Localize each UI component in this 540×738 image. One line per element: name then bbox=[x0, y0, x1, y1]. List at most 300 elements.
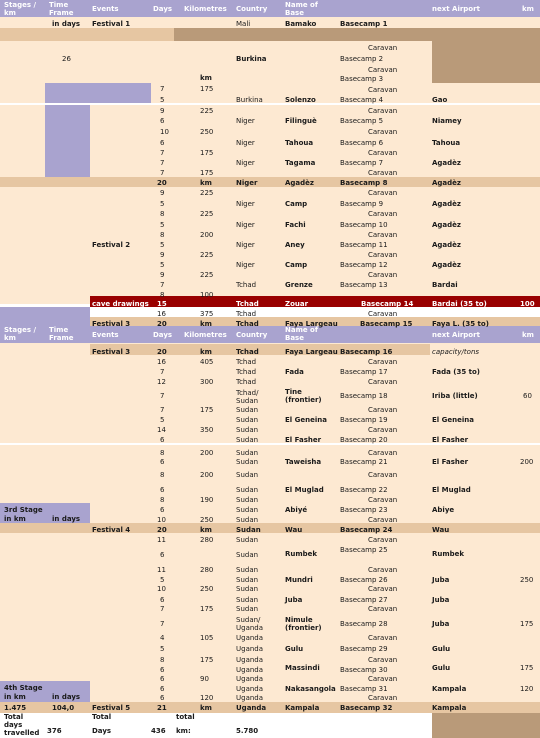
table-cell: Abiyé bbox=[285, 506, 308, 514]
table-cell: Caravan bbox=[368, 378, 398, 386]
table-cell: Abiye bbox=[432, 506, 455, 514]
lavender-block-a bbox=[45, 83, 151, 103]
table-cell: 6 bbox=[160, 685, 165, 693]
table-cell: 375 bbox=[200, 310, 214, 318]
table-cell: Niger bbox=[236, 117, 255, 125]
lavender-block-c bbox=[0, 307, 90, 325]
table-cell: 300 bbox=[200, 378, 214, 386]
header1-airport: next Airport bbox=[432, 5, 480, 13]
table-cell: 10 bbox=[157, 585, 166, 593]
table-cell: 175 bbox=[200, 85, 214, 93]
table-cell: 120 bbox=[520, 685, 534, 693]
table-cell: total bbox=[176, 713, 195, 721]
table-cell: travelled bbox=[4, 729, 40, 737]
table-cell: 175 bbox=[200, 406, 214, 414]
table-cell: 16 bbox=[157, 310, 166, 318]
table-cell: 200 bbox=[200, 231, 214, 239]
table-cell: Rumbek bbox=[432, 550, 465, 558]
totals-brown-block bbox=[432, 713, 540, 738]
brown-block-right bbox=[432, 28, 540, 83]
header1-kilometres: Kilometres bbox=[184, 5, 227, 13]
table-cell: 250 bbox=[200, 516, 214, 524]
table-cell: Caravan bbox=[368, 675, 398, 683]
table-cell: 250 bbox=[520, 576, 534, 584]
table-cell: km bbox=[200, 348, 212, 356]
table-cell: Solenzo bbox=[285, 96, 316, 104]
table-cell: Agadèz bbox=[432, 159, 461, 167]
table-cell: Caravan bbox=[368, 86, 398, 94]
table-cell: Uganda bbox=[236, 634, 264, 642]
table-cell: 11 bbox=[157, 536, 166, 544]
table-cell: Juba bbox=[285, 596, 303, 604]
table-cell: 120 bbox=[200, 694, 214, 702]
table-cell: Basecamp 28 bbox=[340, 620, 388, 628]
table-cell: Fada (35 to) bbox=[432, 368, 480, 376]
table-cell: Uganda bbox=[236, 645, 264, 653]
table-cell: Wau bbox=[285, 526, 303, 534]
table-cell: Basecamp 2 bbox=[340, 55, 384, 63]
header1-events: Events bbox=[92, 5, 119, 13]
table-cell: Basecamp 12 bbox=[340, 261, 388, 269]
table-cell: Tahoua bbox=[432, 139, 461, 147]
table-cell: 7 bbox=[160, 392, 165, 400]
table-cell: Agadèz bbox=[432, 179, 461, 187]
table-cell: 405 bbox=[200, 358, 214, 366]
table-cell: 7 bbox=[160, 281, 165, 289]
table-cell: 7 bbox=[160, 149, 165, 157]
table-cell: Nimule bbox=[285, 616, 313, 624]
table-cell: 8 bbox=[160, 291, 165, 299]
table-cell: Festival 4 bbox=[92, 526, 131, 534]
table-cell: Basecamp 20 bbox=[340, 436, 388, 444]
table-cell: Camp bbox=[285, 200, 308, 208]
table-cell: Caravan bbox=[368, 426, 398, 434]
table-cell: Bardai bbox=[432, 281, 458, 289]
table-cell: El Fasher bbox=[432, 436, 469, 444]
header2-timeframe: Time Frame bbox=[49, 326, 74, 342]
table-cell: Kampala bbox=[432, 685, 467, 693]
table-cell: 20 bbox=[157, 179, 167, 187]
table-cell: days bbox=[4, 721, 23, 729]
table-cell: 225 bbox=[200, 251, 214, 259]
table-cell: 6 bbox=[160, 675, 165, 683]
table-cell: Basecamp 26 bbox=[340, 576, 388, 584]
table-cell: km bbox=[200, 179, 212, 187]
table-cell: 5 bbox=[160, 221, 165, 229]
table-cell: Basecamp 23 bbox=[340, 506, 388, 514]
table-cell: 8 bbox=[160, 231, 165, 239]
table-cell: Basecamp 14 bbox=[361, 300, 414, 308]
table-cell: 100 bbox=[200, 291, 214, 299]
table-cell: Basecamp 1 bbox=[340, 20, 388, 28]
table-cell: 6 bbox=[160, 458, 165, 466]
table-cell: 16 bbox=[157, 358, 166, 366]
table-cell: in days bbox=[52, 20, 81, 28]
table-cell: Festival 3 bbox=[92, 320, 131, 328]
table-cell: 225 bbox=[200, 189, 214, 197]
table-cell: Faya Largeau bbox=[285, 320, 338, 328]
table-cell: 9 bbox=[160, 189, 165, 197]
table-cell: 6 bbox=[160, 506, 165, 514]
table-cell: 6 bbox=[160, 117, 165, 125]
table-cell: in km bbox=[4, 515, 26, 523]
table-cell: 200 bbox=[520, 458, 534, 466]
table-cell: Basecamp 7 bbox=[340, 159, 384, 167]
tan-band-row-1 bbox=[0, 28, 174, 41]
table-cell: Tchad bbox=[236, 368, 257, 376]
table-cell: Fada bbox=[285, 368, 304, 376]
table-cell: Caravan bbox=[368, 585, 398, 593]
table-cell: Grenze bbox=[285, 281, 313, 289]
table-cell: Tchad bbox=[236, 348, 259, 356]
table-cell: Tchad bbox=[236, 300, 259, 308]
table-cell: Massindi bbox=[285, 664, 320, 672]
table-cell: Sudan bbox=[236, 516, 259, 524]
table-cell: Sudan bbox=[236, 397, 259, 405]
table-cell: 175 bbox=[520, 664, 534, 672]
table-cell: Niger bbox=[236, 261, 255, 269]
table-cell: 9 bbox=[160, 251, 165, 259]
table-cell: Basecamp 5 bbox=[340, 117, 384, 125]
table-cell: Tchad bbox=[236, 281, 257, 289]
table-cell: Niger bbox=[236, 221, 255, 229]
table-cell: Kampala bbox=[432, 704, 467, 712]
table-cell: Agadèz bbox=[432, 200, 461, 208]
table-cell: Sudan bbox=[236, 526, 261, 534]
table-cell: 376 bbox=[47, 727, 62, 735]
table-cell: 250 bbox=[200, 128, 214, 136]
table-cell: 7 bbox=[160, 406, 165, 414]
table-cell: Agadèz bbox=[432, 241, 461, 249]
table-cell: Sudan bbox=[236, 496, 259, 504]
table-cell: Caravan bbox=[368, 66, 398, 74]
table-cell: (frontier) bbox=[285, 396, 322, 404]
header2-base: Name of Base bbox=[285, 326, 318, 342]
table-cell: Gulu bbox=[432, 645, 451, 653]
table-cell: Sudan bbox=[236, 416, 259, 424]
table-cell: 7 bbox=[160, 169, 165, 177]
table-cell: 60 bbox=[523, 392, 532, 400]
table-cell: 6 bbox=[160, 551, 165, 559]
table-cell: in days bbox=[52, 515, 81, 523]
table-cell: Uganda bbox=[236, 624, 264, 632]
lavender-block-b bbox=[45, 105, 90, 187]
table-cell: Kampala bbox=[285, 704, 320, 712]
table-cell: 5 bbox=[160, 96, 165, 104]
table-cell: Agadèz bbox=[285, 179, 314, 187]
table-cell: 5 bbox=[160, 200, 165, 208]
header2-stages: Stages / km bbox=[4, 326, 37, 342]
table-cell: km: bbox=[176, 727, 191, 735]
table-cell: 8 bbox=[160, 471, 165, 479]
table-cell: Caravan bbox=[368, 189, 398, 197]
table-cell: Caravan bbox=[368, 516, 398, 524]
table-cell: 20 bbox=[157, 348, 167, 356]
table-cell: Burkina bbox=[236, 55, 267, 63]
table-cell: 21 bbox=[157, 704, 167, 712]
table-cell: Basecamp 32 bbox=[340, 704, 393, 712]
table-cell: 8 bbox=[160, 449, 165, 457]
table-cell: Tchad bbox=[236, 310, 257, 318]
table-cell: Nakasangola bbox=[285, 685, 336, 693]
table-cell: 225 bbox=[200, 210, 214, 218]
table-cell: Basecamp 29 bbox=[340, 645, 388, 653]
table-cell: 5 bbox=[160, 416, 165, 424]
header1-country: Country bbox=[236, 5, 268, 13]
table-cell: El Geneina bbox=[432, 416, 474, 424]
table-cell: Tchad bbox=[236, 320, 259, 328]
table-cell: 9 bbox=[160, 271, 165, 279]
table-cell: Niamey bbox=[432, 117, 462, 125]
table-cell: El Muglad bbox=[432, 486, 471, 494]
table-cell: 200 bbox=[200, 449, 214, 457]
table-cell: Sudan bbox=[236, 585, 259, 593]
table-cell: 7 bbox=[160, 605, 165, 613]
table-cell: Juba bbox=[432, 576, 450, 584]
table-cell: Caravan bbox=[368, 536, 398, 544]
table-cell: 5.780 bbox=[236, 727, 259, 735]
table-cell: El Fasher bbox=[285, 436, 322, 444]
table-cell: Basecamp 17 bbox=[340, 368, 388, 376]
table-cell: Sudan bbox=[236, 486, 259, 494]
table-cell: 26 bbox=[62, 55, 71, 63]
table-cell: 7 bbox=[160, 85, 165, 93]
table-cell: Rumbek bbox=[285, 550, 318, 558]
header2-airport: next Airport bbox=[432, 331, 480, 339]
table-cell: El Geneina bbox=[285, 416, 327, 424]
brown-block-top bbox=[174, 28, 432, 41]
table-cell: Caravan bbox=[368, 231, 398, 239]
table-cell: Caravan bbox=[368, 107, 398, 115]
table-cell: Uganda bbox=[236, 666, 264, 674]
table-cell: 8 bbox=[160, 210, 165, 218]
table-cell: Sudan bbox=[236, 506, 259, 514]
table-cell: Camp bbox=[285, 261, 308, 269]
table-cell: Caravan bbox=[368, 566, 398, 574]
table-cell: Basecamp 11 bbox=[340, 241, 388, 249]
table-cell: Caravan bbox=[368, 310, 398, 318]
table-cell: Total bbox=[4, 713, 24, 721]
header2-country: Country bbox=[236, 331, 268, 339]
table-cell: 7 bbox=[160, 620, 165, 628]
table-cell: Agadèz bbox=[432, 221, 461, 229]
table-cell: 280 bbox=[200, 536, 214, 544]
table-cell: Sudan bbox=[236, 406, 259, 414]
table-cell: Caravan bbox=[368, 471, 398, 479]
table-cell: 90 bbox=[200, 675, 209, 683]
table-cell: Sudan bbox=[236, 551, 259, 559]
table-cell: 436 bbox=[151, 727, 166, 735]
table-cell: km bbox=[200, 704, 212, 712]
table-cell: Gulu bbox=[285, 645, 304, 653]
table-cell: 5 bbox=[160, 241, 165, 249]
table-cell: Tchad bbox=[236, 358, 257, 366]
table-cell: 20 bbox=[157, 526, 167, 534]
table-cell: Caravan bbox=[368, 149, 398, 157]
table-cell: Basecamp 21 bbox=[340, 458, 388, 466]
header2-days: Days bbox=[153, 331, 173, 339]
table-cell: 12 bbox=[157, 378, 166, 386]
table-cell: 175 bbox=[200, 169, 214, 177]
table-cell: 350 bbox=[200, 426, 214, 434]
table-cell: Basecamp 9 bbox=[340, 200, 384, 208]
table-cell: Sudan/ bbox=[236, 616, 261, 624]
table-cell: Basecamp 27 bbox=[340, 596, 388, 604]
tan-row-wau bbox=[0, 523, 540, 533]
table-cell: Gao bbox=[432, 96, 448, 104]
table-cell: Caravan bbox=[368, 406, 398, 414]
table-cell: Tchad bbox=[236, 378, 257, 386]
table-cell: Iriba (little) bbox=[432, 392, 478, 400]
table-cell: Caravan bbox=[368, 496, 398, 504]
table-cell: El Fasher bbox=[432, 458, 469, 466]
table-cell: Filinguè bbox=[285, 117, 317, 125]
table-cell: Sudan bbox=[236, 566, 259, 574]
table-cell: Mundri bbox=[285, 576, 313, 584]
table-cell: 1.475 bbox=[4, 704, 27, 712]
table-cell: Sudan bbox=[236, 458, 259, 466]
table-cell: Basecamp 4 bbox=[340, 96, 384, 104]
table-cell: Basecamp 3 bbox=[340, 75, 384, 83]
header1-timeframe: Time Frame bbox=[49, 1, 74, 17]
table-cell: Juba bbox=[432, 620, 450, 628]
table-cell: Sudan bbox=[236, 596, 259, 604]
table-cell: 11 bbox=[157, 566, 166, 574]
table-cell: Uganda bbox=[236, 675, 264, 683]
table-cell: Uganda bbox=[236, 656, 264, 664]
table-cell: cave drawings bbox=[92, 300, 149, 308]
table-cell: 175 bbox=[200, 605, 214, 613]
table-cell: Niger bbox=[236, 200, 255, 208]
table-cell: Faya Largeau bbox=[285, 348, 338, 356]
table-cell: Caravan bbox=[368, 694, 398, 702]
table-cell: 14 bbox=[157, 426, 166, 434]
table-cell: Festival 1 bbox=[92, 20, 131, 28]
table-cell: Festival 3 bbox=[92, 348, 131, 356]
table-cell: Basecamp 24 bbox=[340, 526, 393, 534]
table-cell: 10 bbox=[160, 128, 169, 136]
table-cell: Caravan bbox=[368, 449, 398, 457]
table-cell: 20 bbox=[157, 320, 167, 328]
table-cell: Basecamp 25 bbox=[340, 546, 388, 554]
table-cell: 8 bbox=[160, 496, 165, 504]
table-cell: Bamako bbox=[285, 20, 317, 28]
table-cell: Uganda bbox=[236, 694, 264, 702]
table-cell: 225 bbox=[200, 107, 214, 115]
header2-events: Events bbox=[92, 331, 119, 339]
table-cell: Caravan bbox=[368, 210, 398, 218]
table-cell: 175 bbox=[200, 656, 214, 664]
table-cell: Niger bbox=[236, 241, 255, 249]
table-cell: 6 bbox=[160, 436, 165, 444]
table-cell: 3rd Stage bbox=[4, 506, 43, 514]
table-cell: Basecamp 10 bbox=[340, 221, 388, 229]
table-cell: 225 bbox=[200, 271, 214, 279]
table-cell: 8 bbox=[160, 656, 165, 664]
table-cell: Basecamp 6 bbox=[340, 139, 384, 147]
table-cell: 5 bbox=[160, 576, 165, 584]
header2-kilometres: Kilometres bbox=[184, 331, 227, 339]
header1-km: km bbox=[522, 5, 534, 13]
table-cell: Days bbox=[92, 727, 112, 735]
table-cell: 175 bbox=[520, 620, 534, 628]
table-cell: (frontier) bbox=[285, 624, 322, 632]
table-cell: 105 bbox=[200, 634, 214, 642]
table-cell: Sudan bbox=[236, 576, 259, 584]
table-cell: Caravan bbox=[368, 271, 398, 279]
table-cell: Bardai (35 to) bbox=[432, 300, 487, 308]
table-cell: El Muglad bbox=[285, 486, 324, 494]
table-cell: Tahoua bbox=[285, 139, 314, 147]
table-cell: Niger bbox=[236, 139, 255, 147]
table-cell: Sudan bbox=[236, 436, 259, 444]
table-cell: km bbox=[200, 74, 212, 82]
table-cell: Niger bbox=[236, 159, 255, 167]
table-cell: capacity/tons bbox=[432, 348, 480, 356]
table-cell: Total bbox=[92, 713, 112, 721]
table-cell: Basecamp 15 bbox=[360, 320, 413, 328]
table-cell: 7 bbox=[160, 159, 165, 167]
table-cell: Caravan bbox=[368, 169, 398, 177]
table-cell: Sudan bbox=[236, 605, 259, 613]
table-cell: 190 bbox=[200, 496, 214, 504]
header1-days: Days bbox=[153, 5, 173, 13]
table-cell: Aney bbox=[285, 241, 305, 249]
table-cell: 5 bbox=[160, 261, 165, 269]
table-cell: 280 bbox=[200, 566, 214, 574]
table-cell: Basecamp 30 bbox=[340, 666, 388, 674]
header2-km: km bbox=[522, 331, 534, 339]
table-cell: Agadèz bbox=[432, 261, 461, 269]
table-cell: 5 bbox=[160, 645, 165, 653]
table-cell: Festival 5 bbox=[92, 704, 131, 712]
table-cell: Basecamp 31 bbox=[340, 685, 388, 693]
table-cell: Caravan bbox=[368, 358, 398, 366]
table-cell: 7 bbox=[160, 368, 165, 376]
table-cell: 175 bbox=[200, 149, 214, 157]
table-cell: Sudan bbox=[236, 471, 259, 479]
table-cell: Sudan bbox=[236, 536, 259, 544]
table-cell: Sudan bbox=[236, 449, 259, 457]
table-cell: Uganda bbox=[236, 704, 267, 712]
table-cell: 4th Stage bbox=[4, 684, 43, 692]
table-cell: Caravan bbox=[368, 44, 398, 52]
table-cell: 15 bbox=[157, 300, 167, 308]
table-cell: Caravan bbox=[368, 656, 398, 664]
table-cell: Taweisha bbox=[285, 458, 322, 466]
table-cell: Basecamp 19 bbox=[340, 416, 388, 424]
table-cell: 4 bbox=[160, 634, 165, 642]
table-cell: Fachi bbox=[285, 221, 306, 229]
table-cell: 9 bbox=[160, 107, 165, 115]
table-cell: Caravan bbox=[368, 605, 398, 613]
table-cell: Burkina bbox=[236, 96, 263, 104]
table-cell: 6 bbox=[160, 486, 165, 494]
header1-stages: Stages / km bbox=[4, 1, 37, 17]
table-cell: Mali bbox=[236, 20, 251, 28]
table-cell: Caravan bbox=[368, 128, 398, 136]
table-cell: 6 bbox=[160, 596, 165, 604]
table-cell: Tchad/ bbox=[236, 389, 259, 397]
table-cell: Caravan bbox=[368, 251, 398, 259]
table-cell: Juba bbox=[432, 596, 450, 604]
table-cell: Uganda bbox=[236, 685, 264, 693]
table-cell: Zouar bbox=[285, 300, 309, 308]
table-cell: Niger bbox=[236, 179, 258, 187]
table-cell: Tine bbox=[285, 388, 302, 396]
table-cell: Basecamp 8 bbox=[340, 179, 388, 187]
table-cell: 10 bbox=[157, 516, 166, 524]
